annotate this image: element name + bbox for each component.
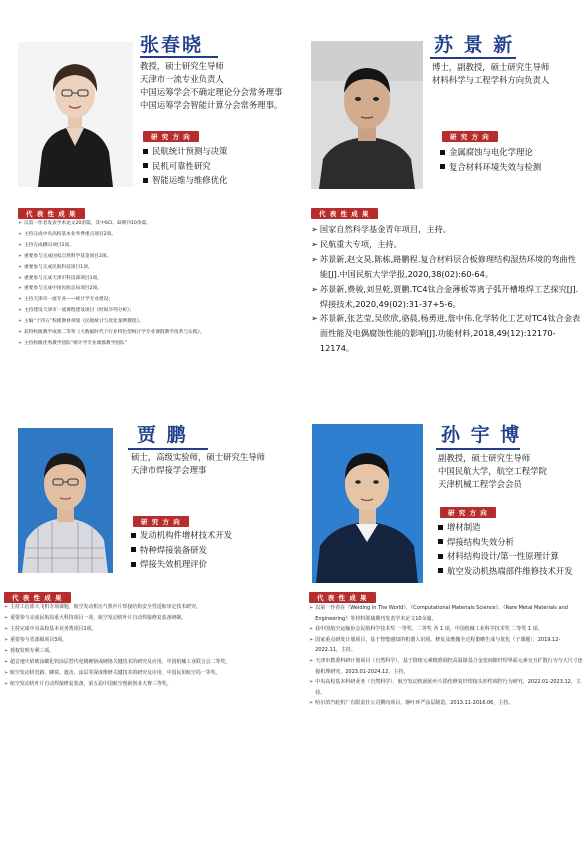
research-list-4 (438, 520, 573, 578)
achievement-item: ➢ 天津市教委科研计划项目（自然科学），基于降熔元素精准调控高温镍基合金宽间隙钎焊界面元素交互扩散行为与大尺寸连接机理研究，2023.01-2024.12，主持。 (309, 657, 583, 675)
achievement-item: ➢ 重要参与完成中国民航总局项目2项。 (18, 286, 102, 292)
profile-name-4: 孙 宇 博 (441, 424, 522, 446)
achievement-item: ➢ 主持建设天津市一流课程建设项目《时间序列分析》； (18, 308, 135, 314)
achievement-item: ➢ 以第一作者发表学术论文20余篇，其中SCI、EI期刊10余篇。 (18, 221, 151, 226)
achievements-list-1 (18, 219, 288, 350)
achievements-list-4 (309, 603, 583, 709)
achievement-item: ➢ 重要参与完成天津市科技部项目1项。 (18, 275, 102, 281)
info-line: 教授，硕士研究生导师 (140, 61, 224, 71)
achievement-item: ➢ 主持天津市一流专业——统计学专业建设； (18, 297, 114, 303)
achievement-item: ➢ 重要参与完成民航科技项目1项。 (18, 264, 93, 270)
achievement-item: ➢ 重要参与完成国家自然科学基金项目2项。 (18, 253, 112, 259)
achievement-item: ➢ 苏景新,张艺莹,吴欣欣,骆晨,杨勇进,詹中伟.化学转化工艺对TC4钛合金表面性能及电偶腐蚀性能的影响[J].功能材料,2018,49(12):12170-12174。 (311, 313, 581, 354)
info-line: 中国运筹学会不确定理论分会常务理事 (140, 87, 283, 97)
profile-info-4 (438, 452, 547, 491)
achievement-item: ➢ 以第一作者在《Welding In The World》、《Computational Materials Science》、《Rare Metal Materials and Engineering》等材料领域期刊发表学术论文10余篇。 (309, 605, 568, 622)
achievement-item: ➢ 国家自然科学基金青年项目，主持。 (311, 224, 451, 234)
achievement-item: ➢ 航空发动机管路、蜂窝、篦齿、涂层等深度维修关键技术的研究及应用，中国民用航空局一等奖。 (4, 670, 221, 676)
profile-info-2 (432, 61, 549, 87)
achievement-item: ➢ 哈尔滨汽轮机厂有限责任公司横向项目，静叶环严涂层制造，2013.11-2016.06，主持。 (309, 700, 514, 707)
achievements-tag-3: 代 表 性 成 果 (4, 592, 71, 603)
info-line: 中国民航大学，航空工程学院 (438, 466, 547, 476)
info-line: 中国运筹学会智能计算分会常务理事。 (140, 100, 283, 110)
profile-name-1: 张春晓 (140, 34, 204, 56)
research-item: 发动机构件增材技术开发 (131, 528, 232, 543)
portrait-photo-2 (311, 41, 423, 189)
achievements-tag-2: 代 表 性 成 果 (311, 208, 378, 219)
research-item: 特种焊接装备研发 (131, 543, 232, 558)
achievement-item: ➢ 国家重点研发计划项目，基于智能感知的机器人识别、修复及磨抛全过程策略生成与优化（子课题），2019.12-2022.11，主持。 (309, 636, 561, 654)
research-item: 材料结构设计/第一性原理计算 (438, 549, 573, 564)
info-line: 天津机械工程学会会员 (438, 479, 522, 489)
achievements-tag-4: 代 表 性 成 果 (309, 592, 376, 603)
achievement-item: ➢ 超音速火焰喷涂碳化钨涂层替代电镀硬铬或硬铬关键技术的研究及应用，中国机械工业联合会二等奖。 (4, 659, 231, 665)
research-item: 焊接失效机理评价 (131, 557, 232, 572)
research-item: 增材制造 (438, 520, 573, 535)
achievements-list-2 (311, 222, 583, 356)
achievement-item: ➢ 苏景新,赵文昊,陈栋,路鹏程.复合材料层合板修理结构湿热环境的弯曲性能[J].中国民航大学学报,2020,38(02):60-64。 (311, 253, 576, 279)
profile-info-1 (140, 60, 282, 112)
info-line: 天津市一流专业负责人 (140, 74, 224, 84)
achievement-item: ➢ 授权发明专利三项。 (4, 648, 55, 654)
research-tag-1: 研 究 方 向 (143, 131, 199, 142)
profile-name-2: 苏 景 新 (434, 34, 515, 56)
info-line: 材料科学与工程学科方向负责人 (432, 75, 550, 85)
achievement-item: ➢ 主编“十四五”校级教材规划《民航统计与优化案例教程》。 (18, 319, 144, 325)
info-line: 天津市焊接学会理事 (131, 465, 207, 475)
research-item: 金属腐蚀与电化学理论 (440, 145, 541, 160)
name-underline-2 (430, 57, 516, 59)
achievement-item: ➢ 主持工信部大飞机专项课题，航空发动机压气机叶片焊接结构安全性适航审定技术研究。 (4, 604, 201, 610)
info-line: 硕士，高级实验师，硕士研究生导师 (131, 452, 265, 462)
achievement-item: ➢ 主持完成中央高校基本业务费项目1项。 (4, 626, 97, 632)
achievement-item: ➢ 中央高校基本科研业务（自然科学），航空发动机涡轮叶片损伤修复钎焊接头形性调控行为研究，2022.01-2023.12，主持。 (309, 679, 581, 696)
profile-info-3 (131, 451, 265, 477)
research-item: 民航统计预测与决策 (143, 144, 227, 159)
achievements-list-3 (4, 602, 288, 690)
achievement-item: ➢ 主持完成横向项目2项。 (18, 242, 74, 248)
info-line: 博士，副教授，硕士研究生导师 (432, 62, 550, 72)
research-tag-2: 研 究 方 向 (442, 131, 498, 142)
research-item: 航空发动机热端部件维修技术开发 (438, 564, 573, 579)
achievement-item: ➢ 重要参与完成民航局重大科技项目一项，航空发动机叶片自动焊接修复装备研制。 (4, 615, 187, 621)
portrait-photo-1 (18, 42, 133, 187)
achievement-item: ➢ 苏景新,费骏,刘昱乾,贾鹏.TC4钛合金薄板等离子弧开槽堆焊工艺探究[J].焊接技术,2020,49(02):31-37+5-6。 (311, 283, 579, 309)
achievement-item: ➢ 获得校级教学成果二等奖《大数据时代下行业特色型统计学专业课群教学改革与实践》。 (18, 330, 205, 336)
research-list-3 (131, 528, 232, 572)
research-list-2 (440, 145, 541, 174)
portrait-photo-3 (18, 428, 113, 573)
achievement-item: ➢ 航空发动机叶片自动焊接修复装备，第五届中国航空创新创业大赛三等奖。 (4, 681, 172, 687)
research-item: 复合材料环境失效与检测 (440, 160, 541, 175)
profile-name-3: 贾 鹏 (137, 424, 188, 446)
research-tag-4: 研 究 方 向 (440, 507, 496, 518)
achievement-item: ➢ 获中国航空运输协会民航科学技术奖 一等奖、二等奖 各 1 项，中国机械工业科学技术奖 二等奖 1 项。 (309, 626, 543, 633)
research-item: 智能运维与维修优化 (143, 173, 227, 188)
research-item: 焊接结构失效分析 (438, 535, 573, 550)
name-underline-4 (436, 448, 520, 450)
research-tag-3: 研 究 方 向 (133, 516, 189, 527)
portrait-photo-4 (312, 424, 423, 583)
research-item: 民机可靠性研究 (143, 159, 227, 174)
research-list-1 (143, 144, 227, 188)
info-line: 副教授，硕士研究生导师 (438, 453, 531, 463)
achievement-item: ➢ 主持校级优秀教学团队“统计学专业课群教学团队” (18, 340, 128, 346)
name-underline-3 (128, 448, 208, 450)
achievement-item: ➢ 民航重大专项，主持。 (311, 238, 402, 249)
achievement-item: ➢ 重要参与省部级项目3项。 (4, 637, 68, 643)
achievement-item: ➢ 主持完成中央高校基本业务费重点项目2项。 (18, 231, 116, 237)
name-underline-1 (140, 56, 218, 58)
achievements-tag-1: 代 表 性 成 果 (18, 208, 85, 219)
